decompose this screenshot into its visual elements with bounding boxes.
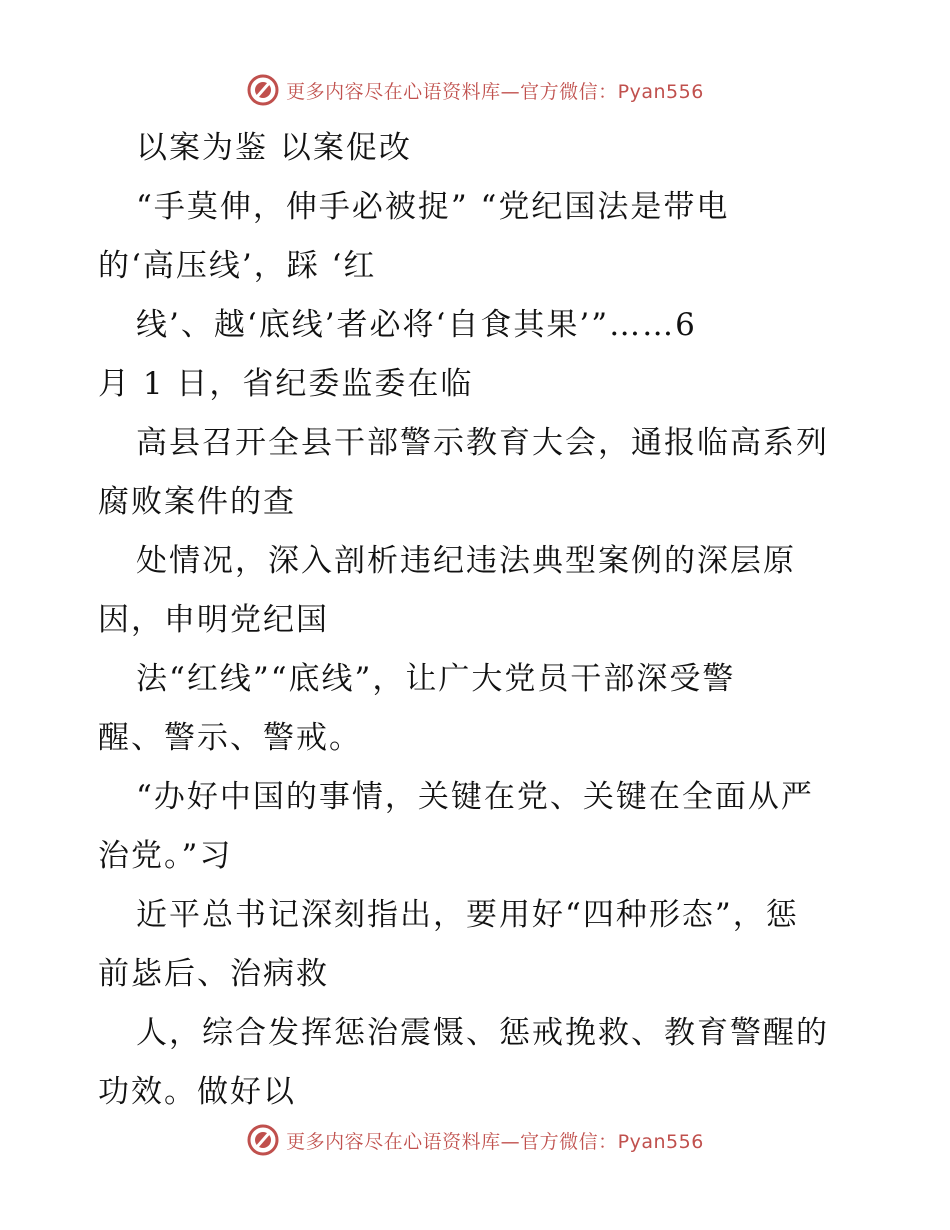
text-line: 因，申明党纪国 (98, 602, 329, 638)
text-line: 治党。”习 (98, 838, 233, 874)
text-line: 功效。做好以 (98, 1074, 296, 1110)
text-line: 处情况，深入剖析违纪违法典型案例的深层原 (136, 543, 796, 579)
text-line: 线’、越‘底线’者必将‘自食其果’”……6 (136, 307, 697, 343)
text-line: 高县召开全县干部警示教育大会，通报临高系列 (136, 425, 829, 461)
seal-logo-icon (246, 1123, 280, 1157)
document-body (98, 120, 858, 1123)
watermark-text: 更多内容尽在心语资料库—官方微信：Pyan556 (286, 1130, 704, 1153)
text-line: 以案为鉴 以案促改 (136, 130, 412, 166)
text-line: 法“红线”“底线”，让广大党员干部深受警 (136, 661, 736, 697)
footer-watermark (0, 1120, 950, 1160)
text-line: 的‘高压线’，踩 ‘红 (98, 248, 377, 284)
text-line: 人，综合发挥惩治震慑、惩戒挽救、教育警醒的 (136, 1015, 829, 1051)
text-line: 醒、警示、警戒。 (98, 720, 362, 756)
text-line: 前毖后、治病救 (98, 956, 329, 992)
watermark-text: 更多内容尽在心语资料库—官方微信：Pyan556 (286, 80, 704, 103)
text-line: “办好中国的事情，关键在党、关键在全面从严 (136, 779, 814, 815)
text-line: 近平总书记深刻指出，要用好“四种形态”，惩 (136, 897, 799, 933)
seal-logo-icon (246, 73, 280, 107)
text-line: 腐败案件的查 (98, 484, 296, 520)
text-line: “手莫伸，伸手必被捉” “党纪国法是带电 (136, 189, 730, 225)
text-line: 月 1 日，省纪委监委在临 (98, 366, 474, 402)
header-watermark (0, 70, 950, 110)
